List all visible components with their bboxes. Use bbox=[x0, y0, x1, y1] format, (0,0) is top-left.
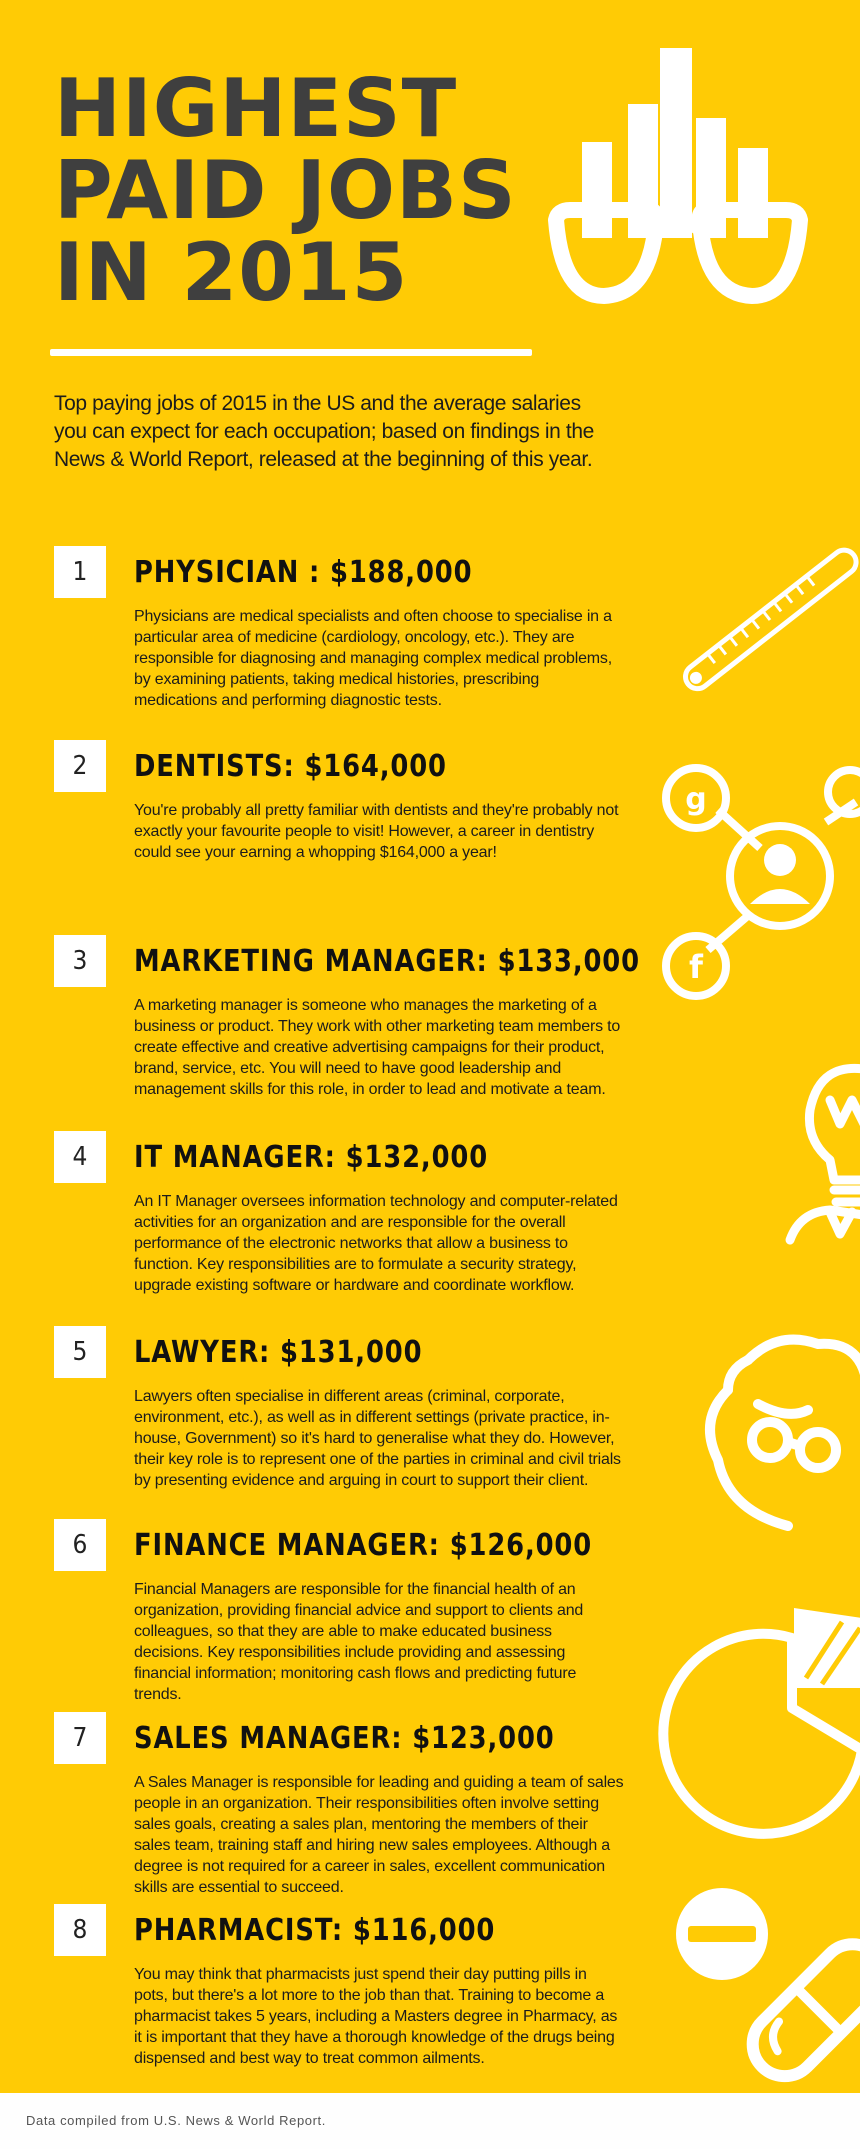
job-number-badge: 4 bbox=[54, 1131, 106, 1183]
job-heading: PHARMACIST: $116,000 bbox=[134, 1912, 496, 1948]
title-line-2: PAID JOBS bbox=[54, 144, 517, 237]
job-heading: SALES MANAGER: $123,000 bbox=[134, 1720, 555, 1756]
thermometer-icon bbox=[670, 540, 860, 700]
lawyer-face-icon bbox=[688, 1330, 860, 1530]
title-divider bbox=[50, 349, 532, 356]
job-number-badge: 3 bbox=[54, 935, 106, 987]
job-description: Physicians are medical specialists and often choose to specialise in a particular area of medicine (cardiology, oncology, etc.). They are responsible for diagnosing and managing complex medical problems, by examining patients, taking medical histories, prescribing medications and performing diagnostic tests. bbox=[134, 608, 612, 709]
job-number-badge: 7 bbox=[54, 1712, 106, 1764]
job-description: An IT Manager oversees information technology and computer-related activities for an organization and are responsible for the overall performance of the electronic networks that allow a business to function. Key responsibilities are to formulate a security strategy, upgrade existing software or hardware and coordinate workflow. bbox=[134, 1193, 618, 1294]
job-description: Lawyers often specialise in different areas (criminal, corporate, environment, etc.), as well as in different settings (private practice, in-house, Government) so it's hard to generalise what they do. However, their key role is to represent one of the parties in criminal and civil trials by presenting evidence and arguing in court to support their client. bbox=[134, 1388, 621, 1489]
job-heading: DENTISTS: $164,000 bbox=[134, 748, 447, 784]
job-heading: MARKETING MANAGER: $133,000 bbox=[134, 943, 640, 979]
job-heading: IT MANAGER: $132,000 bbox=[134, 1139, 489, 1175]
title-line-3: IN 2015 bbox=[54, 226, 409, 319]
job-description: Financial Managers are responsible for the financial health of an organization, providing financial advice and support to clients and colleagues, so that they are able to make educated business decisions. Key responsibilities include providing and assessing financial information; monitoring cash flows and predicting future trends. bbox=[134, 1581, 584, 1703]
bar-chart-glasses-icon bbox=[548, 44, 808, 314]
footer-source-text: Data compiled from U.S. News & World Report. bbox=[26, 2113, 326, 2128]
google-label: g bbox=[685, 782, 707, 817]
job-number-badge: 5 bbox=[54, 1326, 106, 1378]
job-description: A Sales Manager is responsible for leading and guiding a team of sales people in an organization. Their responsibilities often involve setting sales goals, creating a sales plan, mentoring the members of their sales team, training staff and hiring new sales employees. Although a degree is not required for a career in sales, excellent communication skills are essential to succeed. bbox=[134, 1774, 624, 1896]
job-description: You're probably all pretty familiar with dentists and they're probably not exactly your favourite people to visit! However, a career in dentistry could see your earning a whopping $164,000 a year! bbox=[134, 802, 619, 861]
job-number-badge: 2 bbox=[54, 740, 106, 792]
title-line-1: HIGHEST bbox=[54, 62, 458, 155]
facebook-label: f bbox=[689, 948, 703, 986]
job-heading: LAWYER: $131,000 bbox=[134, 1334, 423, 1370]
pie-chart-icon bbox=[682, 1608, 860, 1818]
job-number-badge: 1 bbox=[54, 546, 106, 598]
social-network-icon bbox=[660, 762, 860, 1012]
job-description: You may think that pharmacists just spend their day putting pills in pots, but there's a lot more to the job than that. Training to become a pharmacist takes 5 years, including a Masters degree in Pharmacy, as it is important that they have a thorough knowledge of the drugs being dispensed and best way to treat common ailments. bbox=[134, 1966, 618, 2067]
job-description: A marketing manager is someone who manages the marketing of a business or product. They work with other marketing team members to create effective and creative advertising campaigns for their product, brand, service, etc. You will need to have good leadership and management skills for this role, in order to lead and motivate a team. bbox=[134, 997, 621, 1098]
job-heading: FINANCE MANAGER: $126,000 bbox=[134, 1527, 593, 1563]
intro-text: Top paying jobs of 2015 in the US and the average salaries you can expect for each occupation; based on findings in the News & World Report, released at the beginning of this year. bbox=[54, 392, 594, 471]
pill-capsule-icon bbox=[676, 1890, 860, 2090]
page-title bbox=[54, 62, 574, 319]
lightbulb-person-icon bbox=[770, 1040, 860, 1240]
job-heading: PHYSICIAN : $188,000 bbox=[134, 554, 473, 590]
job-number-badge: 8 bbox=[54, 1904, 106, 1956]
job-number-badge: 6 bbox=[54, 1519, 106, 1571]
footer-bar bbox=[0, 2093, 860, 2149]
